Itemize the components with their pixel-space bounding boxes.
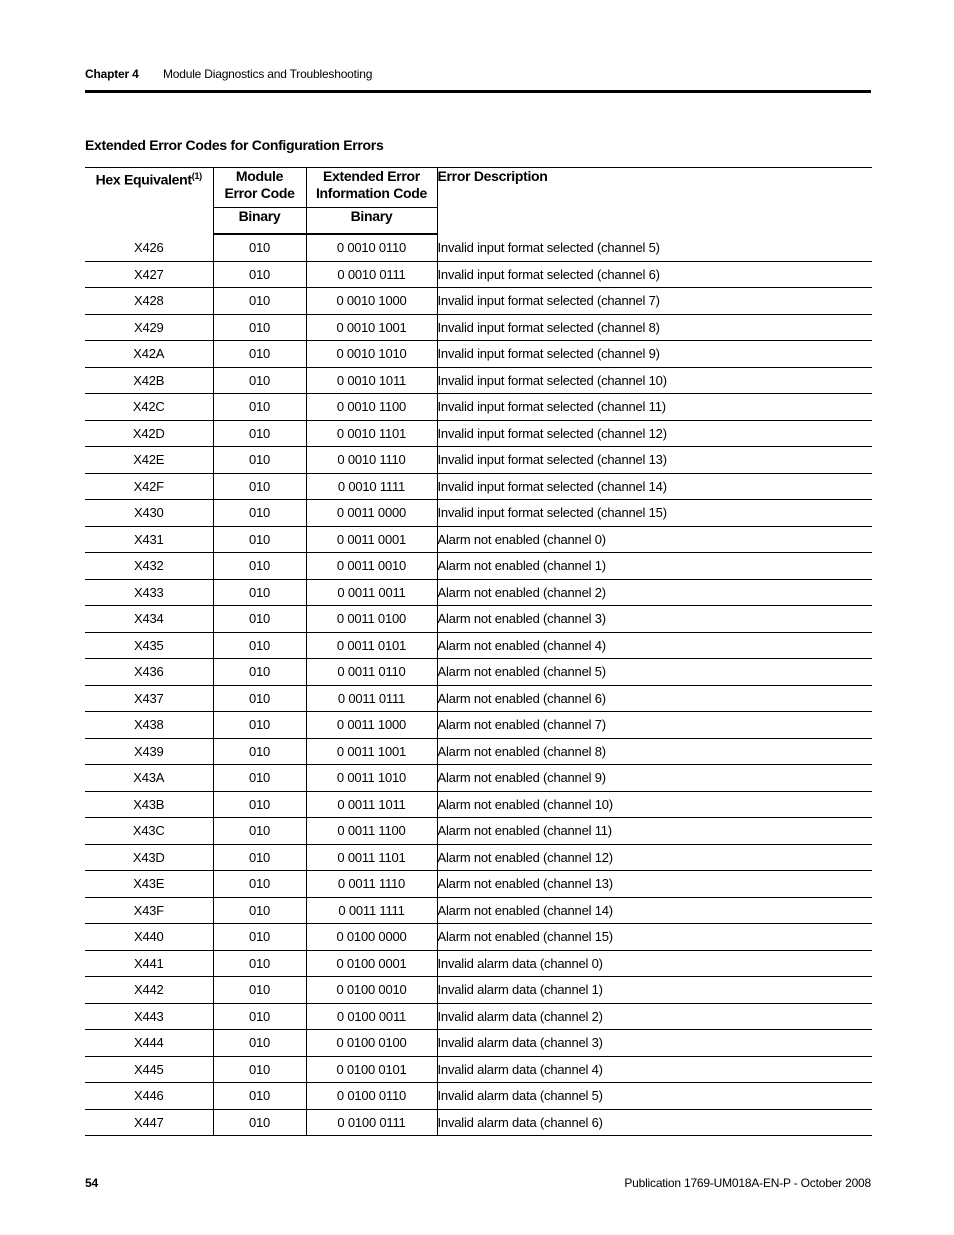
- cell-description: Invalid alarm data (channel 2): [437, 1003, 872, 1030]
- cell-extended-code: 0 0011 1001: [306, 738, 437, 765]
- cell-description: Alarm not enabled (channel 1): [437, 553, 872, 580]
- cell-hex: X446: [85, 1083, 213, 1110]
- table-row: [85, 924, 872, 951]
- cell-hex: X43A: [85, 765, 213, 792]
- cell-extended-code: 0 0100 0001: [306, 950, 437, 977]
- cell-module-code: 010: [213, 897, 306, 924]
- table-row: [85, 526, 872, 553]
- cell-module-code: 010: [213, 526, 306, 553]
- cell-module-code: 010: [213, 659, 306, 686]
- cell-hex: X438: [85, 712, 213, 739]
- table-row: [85, 659, 872, 686]
- table-row: [85, 579, 872, 606]
- cell-hex: X440: [85, 924, 213, 951]
- cell-hex: X42A: [85, 341, 213, 368]
- table-title: Extended Error Codes for Configuration Errors: [85, 137, 384, 153]
- cell-description: Alarm not enabled (channel 15): [437, 924, 872, 951]
- cell-module-code: 010: [213, 977, 306, 1004]
- cell-extended-code: 0 0100 0110: [306, 1083, 437, 1110]
- cell-description: Invalid alarm data (channel 4): [437, 1056, 872, 1083]
- cell-extended-code: 0 0010 1110: [306, 447, 437, 474]
- cell-hex: X42F: [85, 473, 213, 500]
- table-row: [85, 791, 872, 818]
- cell-hex: X426: [85, 234, 213, 261]
- cell-description: Invalid alarm data (channel 6): [437, 1109, 872, 1136]
- cell-module-code: 010: [213, 473, 306, 500]
- cell-description: Invalid input format selected (channel 6): [437, 261, 872, 288]
- table-row: [85, 765, 872, 792]
- cell-description: Invalid input format selected (channel 8): [437, 314, 872, 341]
- table-row: [85, 288, 872, 315]
- cell-extended-code: 0 0100 0100: [306, 1030, 437, 1057]
- cell-extended-code: 0 0010 0110: [306, 234, 437, 261]
- cell-hex: X43F: [85, 897, 213, 924]
- cell-description: Invalid input format selected (channel 11): [437, 394, 872, 421]
- cell-hex: X437: [85, 685, 213, 712]
- cell-hex: X443: [85, 1003, 213, 1030]
- cell-description: Alarm not enabled (channel 12): [437, 844, 872, 871]
- cell-module-code: 010: [213, 500, 306, 527]
- cell-extended-code: 0 0011 1110: [306, 871, 437, 898]
- table-row: [85, 420, 872, 447]
- table-row: [85, 341, 872, 368]
- cell-hex: X439: [85, 738, 213, 765]
- cell-hex: X43E: [85, 871, 213, 898]
- cell-description: Alarm not enabled (channel 11): [437, 818, 872, 845]
- cell-extended-code: 0 0010 1010: [306, 341, 437, 368]
- table-row: [85, 394, 872, 421]
- cell-extended-code: 0 0010 0111: [306, 261, 437, 288]
- cell-hex: X442: [85, 977, 213, 1004]
- cell-module-code: 010: [213, 1030, 306, 1057]
- subheader-binary-extended: Binary: [306, 208, 437, 235]
- cell-description: Alarm not enabled (channel 9): [437, 765, 872, 792]
- cell-extended-code: 0 0010 1001: [306, 314, 437, 341]
- cell-hex: X435: [85, 632, 213, 659]
- cell-description: Invalid input format selected (channel 13): [437, 447, 872, 474]
- cell-description: Invalid input format selected (channel 10): [437, 367, 872, 394]
- cell-extended-code: 0 0100 0111: [306, 1109, 437, 1136]
- table-row: [85, 606, 872, 633]
- cell-extended-code: 0 0011 1010: [306, 765, 437, 792]
- cell-module-code: 010: [213, 738, 306, 765]
- cell-extended-code: 0 0100 0101: [306, 1056, 437, 1083]
- cell-description: Invalid alarm data (channel 1): [437, 977, 872, 1004]
- table-row: [85, 1003, 872, 1030]
- cell-extended-code: 0 0010 1101: [306, 420, 437, 447]
- cell-hex: X436: [85, 659, 213, 686]
- cell-module-code: 010: [213, 234, 306, 261]
- cell-description: Alarm not enabled (channel 8): [437, 738, 872, 765]
- cell-description: Alarm not enabled (channel 2): [437, 579, 872, 606]
- cell-hex: X441: [85, 950, 213, 977]
- cell-module-code: 010: [213, 341, 306, 368]
- column-header-hex: Hex Equivalent$^{(1)}$: [85, 168, 213, 235]
- cell-hex: X434: [85, 606, 213, 633]
- table-row: [85, 234, 872, 261]
- table-row: [85, 977, 872, 1004]
- cell-hex: X43B: [85, 791, 213, 818]
- cell-extended-code: 0 0011 0101: [306, 632, 437, 659]
- cell-hex: X429: [85, 314, 213, 341]
- cell-extended-code: 0 0011 0001: [306, 526, 437, 553]
- footnote-marker: (1): [191, 171, 202, 181]
- cell-extended-code: 0 0011 0100: [306, 606, 437, 633]
- table-row: [85, 553, 872, 580]
- cell-module-code: 010: [213, 420, 306, 447]
- cell-extended-code: 0 0100 0000: [306, 924, 437, 951]
- cell-extended-code: 0 0011 0110: [306, 659, 437, 686]
- table-row: [85, 500, 872, 527]
- publication-info: Publication 1769-UM018A-EN-P - October 2008: [624, 1176, 871, 1190]
- cell-hex: X433: [85, 579, 213, 606]
- cell-hex: X42D: [85, 420, 213, 447]
- cell-hex: X444: [85, 1030, 213, 1057]
- cell-module-code: 010: [213, 261, 306, 288]
- cell-extended-code: 0 0011 1000: [306, 712, 437, 739]
- cell-module-code: 010: [213, 844, 306, 871]
- table-row: [85, 314, 872, 341]
- cell-extended-code: 0 0011 0010: [306, 553, 437, 580]
- chapter-label: Chapter 4: [85, 67, 139, 81]
- table-row: [85, 1083, 872, 1110]
- table-row: [85, 1056, 872, 1083]
- cell-hex: X42C: [85, 394, 213, 421]
- cell-description: Invalid input format selected (channel 14): [437, 473, 872, 500]
- cell-module-code: 010: [213, 871, 306, 898]
- table-body: [85, 234, 872, 1136]
- cell-description: Alarm not enabled (channel 5): [437, 659, 872, 686]
- cell-extended-code: 0 0011 0000: [306, 500, 437, 527]
- cell-hex: X427: [85, 261, 213, 288]
- cell-module-code: 010: [213, 394, 306, 421]
- cell-description: Invalid input format selected (channel 12): [437, 420, 872, 447]
- cell-extended-code: 0 0010 1000: [306, 288, 437, 315]
- cell-extended-code: 0 0011 1101: [306, 844, 437, 871]
- cell-extended-code: 0 0011 1100: [306, 818, 437, 845]
- cell-module-code: 010: [213, 1056, 306, 1083]
- cell-hex: X428: [85, 288, 213, 315]
- cell-module-code: 010: [213, 950, 306, 977]
- cell-description: Invalid alarm data (channel 0): [437, 950, 872, 977]
- cell-extended-code: 0 0010 1111: [306, 473, 437, 500]
- cell-module-code: 010: [213, 579, 306, 606]
- cell-description: Invalid input format selected (channel 15): [437, 500, 872, 527]
- cell-hex: X43D: [85, 844, 213, 871]
- cell-description: Alarm not enabled (channel 6): [437, 685, 872, 712]
- table-row: [85, 738, 872, 765]
- column-header-error-description: Error Description: [437, 168, 872, 235]
- table-row: [85, 844, 872, 871]
- table-row: [85, 447, 872, 474]
- cell-hex: X42B: [85, 367, 213, 394]
- cell-hex: X42E: [85, 447, 213, 474]
- section-title: Module Diagnostics and Troubleshooting: [163, 67, 373, 81]
- cell-module-code: 010: [213, 447, 306, 474]
- cell-module-code: 010: [213, 1003, 306, 1030]
- table-row: [85, 897, 872, 924]
- cell-module-code: 010: [213, 924, 306, 951]
- page-number: 54: [85, 1176, 98, 1190]
- cell-extended-code: 0 0100 0010: [306, 977, 437, 1004]
- cell-description: Invalid alarm data (channel 3): [437, 1030, 872, 1057]
- cell-module-code: 010: [213, 288, 306, 315]
- error-codes-table: [85, 167, 872, 1136]
- cell-module-code: 010: [213, 1083, 306, 1110]
- cell-description: Alarm not enabled (channel 7): [437, 712, 872, 739]
- cell-hex: X430: [85, 500, 213, 527]
- cell-module-code: 010: [213, 314, 306, 341]
- cell-hex: X431: [85, 526, 213, 553]
- column-header-extended-error-code: Extended Error Information Code: [306, 168, 437, 208]
- cell-description: Invalid input format selected (channel 5): [437, 234, 872, 261]
- cell-extended-code: 0 0010 1011: [306, 367, 437, 394]
- cell-hex: X43C: [85, 818, 213, 845]
- cell-hex: X432: [85, 553, 213, 580]
- cell-extended-code: 0 0011 0111: [306, 685, 437, 712]
- cell-description: Alarm not enabled (channel 10): [437, 791, 872, 818]
- cell-module-code: 010: [213, 1109, 306, 1136]
- table-row: [85, 712, 872, 739]
- table-row: [85, 871, 872, 898]
- cell-hex: X445: [85, 1056, 213, 1083]
- table-row: [85, 1030, 872, 1057]
- cell-hex: X447: [85, 1109, 213, 1136]
- cell-module-code: 010: [213, 791, 306, 818]
- cell-extended-code: 0 0010 1100: [306, 394, 437, 421]
- cell-extended-code: 0 0100 0011: [306, 1003, 437, 1030]
- cell-module-code: 010: [213, 632, 306, 659]
- cell-extended-code: 0 0011 1111: [306, 897, 437, 924]
- page-header: [85, 66, 871, 93]
- table-row: [85, 1109, 872, 1136]
- cell-module-code: 010: [213, 606, 306, 633]
- cell-description: Invalid alarm data (channel 5): [437, 1083, 872, 1110]
- cell-module-code: 010: [213, 553, 306, 580]
- column-header-module-error-code: Module Error Code: [213, 168, 306, 208]
- cell-description: Alarm not enabled (channel 14): [437, 897, 872, 924]
- cell-description: Alarm not enabled (channel 13): [437, 871, 872, 898]
- table-row: [85, 367, 872, 394]
- cell-module-code: 010: [213, 765, 306, 792]
- cell-description: Invalid input format selected (channel 7): [437, 288, 872, 315]
- cell-extended-code: 0 0011 0011: [306, 579, 437, 606]
- cell-module-code: 010: [213, 712, 306, 739]
- table-row: [85, 685, 872, 712]
- cell-description: Alarm not enabled (channel 3): [437, 606, 872, 633]
- cell-module-code: 010: [213, 367, 306, 394]
- cell-module-code: 010: [213, 685, 306, 712]
- cell-extended-code: 0 0011 1011: [306, 791, 437, 818]
- cell-module-code: 010: [213, 818, 306, 845]
- cell-description: Alarm not enabled (channel 4): [437, 632, 872, 659]
- table-row: [85, 473, 872, 500]
- cell-description: Invalid input format selected (channel 9): [437, 341, 872, 368]
- table-row: [85, 818, 872, 845]
- subheader-binary-module: Binary: [213, 208, 306, 235]
- table-row: [85, 261, 872, 288]
- table-row: [85, 950, 872, 977]
- cell-description: Alarm not enabled (channel 0): [437, 526, 872, 553]
- table-row: [85, 632, 872, 659]
